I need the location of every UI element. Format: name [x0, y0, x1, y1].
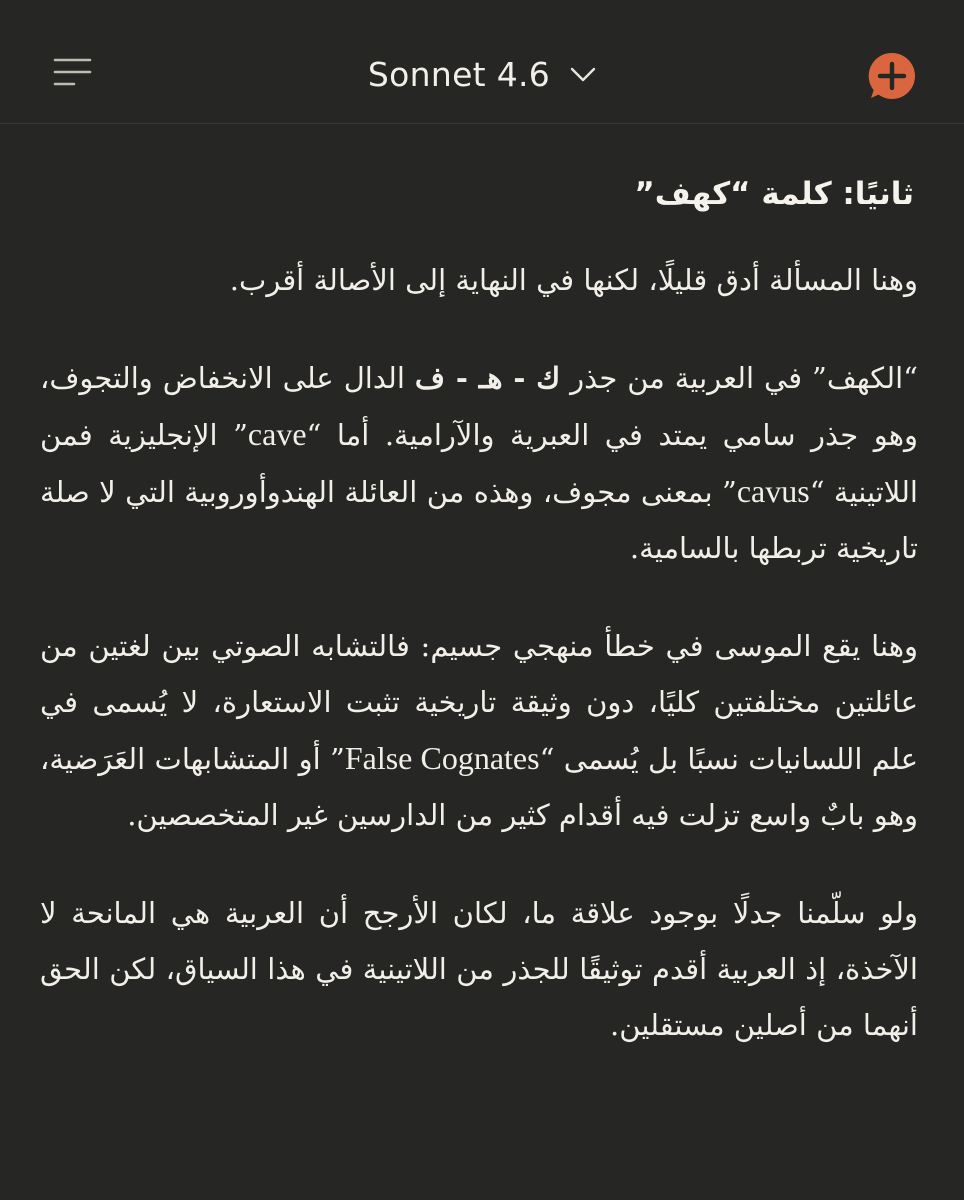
paragraph-intro: وهنا المسألة أدق قليلًا، لكنها في النهاية إلى الأصالة أقرب.: [229, 263, 918, 297]
assistant-message: [40, 150, 918, 1095]
text-span: ” الإنجليزية فمن اللاتينية “: [40, 418, 918, 509]
text-span: وهنا يقع الموسى في خطأ منهجي جسيم: فالتشابه الصوتي بين لغتين من عائلتين مختلفتين كليًا، دون وثيقة تاريخية تثبت الاستعارة، لا يُسمى في علم اللسانيات نسبًا بل يُسمى “: [40, 629, 918, 776]
paragraph-kahf-root: [40, 350, 918, 576]
model-name: Sonnet 4.6: [367, 54, 551, 94]
plus-chat-bubble-icon: [864, 48, 920, 104]
latin-word-cavus: cavus: [736, 473, 810, 509]
paragraph-conclusion: ولو سلّمنا جدلًا بوجود علاقة ما، لكان الأرجح أن العربية هي المانحة لا الآخذة، إذ العربية أقدم توثيقًا للجذر من اللاتينية في هذا السياق، لكن الحق أنهما من أصلين مستقلين.: [40, 896, 918, 1042]
text-span: ” أو المتشابهات العَرَضية، وهو بابٌ واسع تزلت فيه أقدام كثير من الدارسين غير المتخصصين.: [40, 742, 918, 832]
top-bar: [0, 0, 964, 124]
model-selector[interactable]: [0, 48, 964, 100]
chevron-down-icon: [570, 67, 596, 83]
new-chat-button[interactable]: [864, 48, 920, 104]
latin-word-cave: cave: [247, 416, 307, 452]
paragraph-methodology: [40, 618, 918, 843]
root-letters: ك - هـ - ف: [414, 361, 561, 395]
latin-term-false-cognates: False Cognates: [344, 740, 540, 776]
text-span: الدال على الانخفاض والتجوف، وهو جذر سامي يمتد في العبرية والآرامية. أما “: [40, 361, 918, 452]
section-heading: ثانيًا: كلمة “كهف”: [634, 176, 914, 212]
text-span: “الكهف” في العربية من جذر: [560, 361, 918, 395]
text-span: ” بمعنى مجوف، وهذه من العائلة الهندوأوروبية التي لا صلة تاريخية تربطها بالسامية.: [40, 475, 918, 565]
